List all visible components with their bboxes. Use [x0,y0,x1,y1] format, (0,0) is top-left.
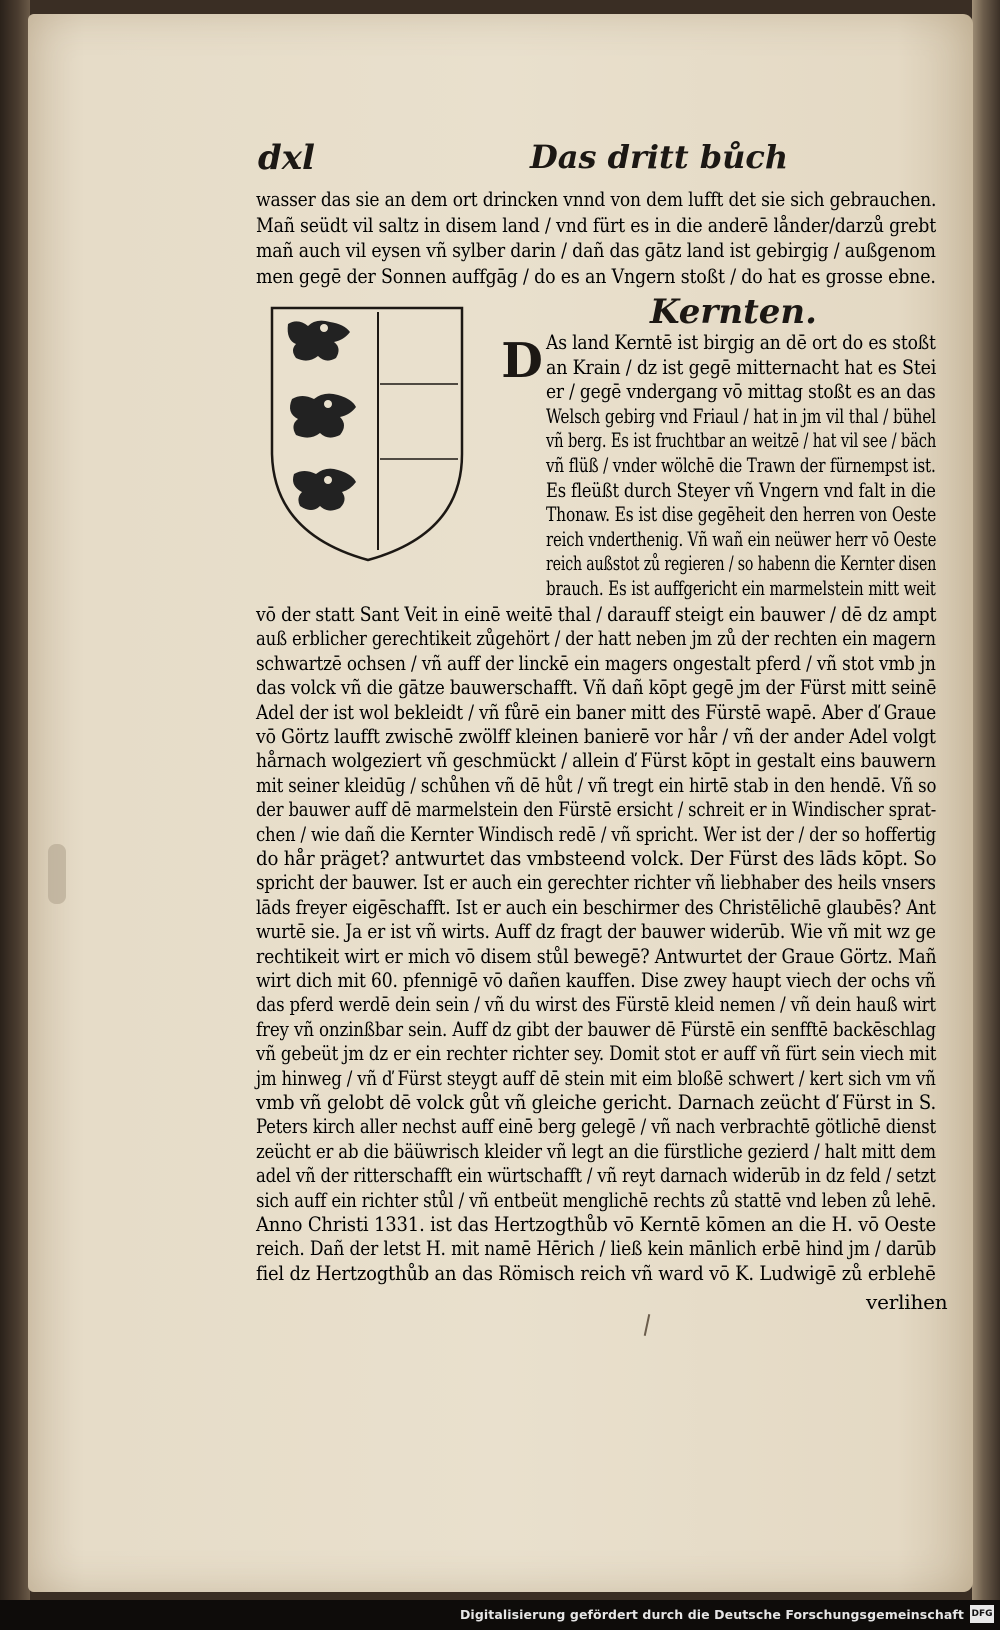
text-line: das pferd werdē dein sein / vñ du wirst des Fürstē kleid nemen / vñ dein hauß wirt [256,992,936,1017]
text-line: lāds freyer eigēschafft. Ist er auch ein beschirmer des Christēlichē glaubēs? Ant [256,894,936,919]
text-line: der bauwer auff dē marmelstein den Fürstē ersicht / schreit er in Windischer sprat- [256,797,937,822]
text-line: frey vñ onzinßbar sein. Auff dz gibt der bauwer dē Fürstē ein senfftē backēschlag [256,1016,936,1041]
text-line: zeücht er ab die bäüwrisch kleider vñ legt an die fürstliche gezierd / halt mitt dem [256,1138,936,1163]
section-heading: Kernten. [650,292,817,332]
text-line: Es fleüßt durch Steyer vñ Vngern vnd falt in die [546,477,936,502]
text-line: vō der statt Sant Veit in einē weitē thal / darauff steigt ein bauwer / dē dz ampt [256,602,937,626]
text-line: reich. Dañ der letst H. mit namē Hērich / ließ kein mānlich erbē hind jm / darūb [256,1236,937,1261]
text-line: vñ flüß / vnder wölchē die Trawn der fürnempst ist. [546,453,936,477]
shield-icon [268,304,468,564]
text-line: adel vñ der ritterschafft ein würtschafft / vñ reyt darnach widerūb in dz feld / setzt [256,1163,936,1188]
text-line: Mañ seüdt vil saltz in disem land / vnd fürt es in die anderē lånder/darzů grebt [256,212,936,237]
text-line: mit seiner kleidūg / schůhen vñ dē hůt / vñ tregt ein hirtē stab in den hendē. Vñ so [256,772,937,797]
text-line: vmb vñ gelobt dē volck gůt vñ gleiche gericht. Darnach zeücht ď Fürst in S. [256,1090,937,1114]
book-spine [0,0,30,1600]
running-title: Das dritt bůch [530,138,789,176]
coat-of-arms [268,304,468,568]
page-clip [48,844,66,904]
text-line: wasser das sie an dem ort drincken vnnd von dem lufft det sie sich gebrauchen. [256,187,937,211]
text-line: schwartzē ochsen / vñ auff der linckē ein magers ongestalt pferd / vñ stot vmb jn [256,650,936,675]
catchword: verlihen [866,1290,948,1314]
text-line: reich vnderthenig. Vñ wañ ein neüwer herr vō Oeste [546,526,937,551]
page-edge [972,0,1000,1600]
text-line: As land Kerntē ist birgig an dē ort do es stoßt [546,330,936,354]
drop-initial: D [501,333,543,389]
text-line: hårnach wolgeziert vñ geschmückt / allein ď Fürst kōpt in gestalt eins bauwern [256,748,936,773]
text-line: Anno Christi 1331. ist das Hertzogthůb vō Kerntē kōmen an die H. vō Oeste [256,1212,937,1236]
text-line: er / gegē vndergang vō mittag stoßt es an das [546,379,936,404]
text-line: do hår präget? antwurtet das vmbsteend volck. Der Fürst des lāds kōpt. So [256,846,937,870]
folio-number: dxl [258,138,315,178]
text-line: sich auff ein richter stůl / vñ entbeüt menglichē rechts zů stattē vnd leben zů lehē. [256,1187,937,1212]
text-line: jm hinweg / vñ ď Fürst steygt auff dē stein mit eim bloßē schwert / kert sich vm vñ [256,1065,936,1090]
text-line: spricht der bauwer. Ist er auch ein gerechter richter vñ liebhaber des heils vnsers [256,870,936,895]
text-line: rechtikeit wirt er mich vō disem stůl bewegē? Antwurtet der Graue Görtz. Mañ [256,943,937,968]
text-line: chen / wie dañ die Kernter Windisch redē / vñ spricht. Wer ist der / der so hoffertig [256,821,937,846]
text-line: Adel der ist wol bekleidt / vñ fůrē ein baner mitt des Fürstē wapē. Aber ď Graue [256,699,937,724]
text-line: Welsch gebirg vnd Friaul / hat in jm vil thal / bühel [546,403,936,428]
text-line: vñ gebeüt jm dz er ein rechter richter sey. Domit stot er auff vñ fürt sein viech mit [256,1041,937,1066]
text-line: men gegē der Sonnen auffgāg / do es an Vngern stoßt / do hat es grosse ebne. [256,263,936,288]
text-line: mañ auch vil eysen vñ sylber darin / dañ das gātz land ist gebirgig / außgenom [256,238,936,262]
text-line: das volck vñ die gātze bauwerschafft. Vñ dañ kōpt gegē jm der Fürst mitt seinē [256,675,937,700]
text-line: an Krain / dz ist gegē mitternacht hat es Stei [546,354,937,379]
text-line: vō Görtz laufft zwischē zwölff kleinen banierē vor hår / vñ der ander Adel volgt [256,724,936,748]
text-line: Thonaw. Es ist dise gegēheit den herren von Oeste [546,502,937,527]
text-line: brauch. Es ist auffgericht ein marmelstein mitt weit [546,576,936,600]
text-line: auß erblicher gerechtikeit zůgehört / der hatt neben jm zů der rechten ein magern [256,626,936,651]
digitization-notice: Digitalisierung gefördert durch die Deutsche Forschungsgemeinschaft [459,1607,964,1622]
text-line: wurtē sie. Ja er ist vñ wirts. Auff dz fragt der bauwer widerūb. Wie vñ mit wz ge [256,919,936,944]
text-line: vñ berg. Es ist fruchtbar an weitzē / hat vil see / bäch [546,428,937,453]
text-line: Peters kirch aller nechst auff einē berg gelegē / vñ nach verbrachtē götlichē dienst [256,1114,936,1139]
text-line: reich außstot zů regieren / so habenn die Kernter disen [546,551,937,576]
footer-bar [0,1600,1000,1630]
text-line: fiel dz Hertzogthůb an das Römisch reich vñ ward vō K. Ludwigē zů erblehē [256,1260,936,1285]
dfg-logo: DFG [970,1605,994,1623]
text-line: wirt dich mit 60. pfennigē vō dañen kauffen. Dise zwey haupt viech der ochs vñ [256,968,936,992]
